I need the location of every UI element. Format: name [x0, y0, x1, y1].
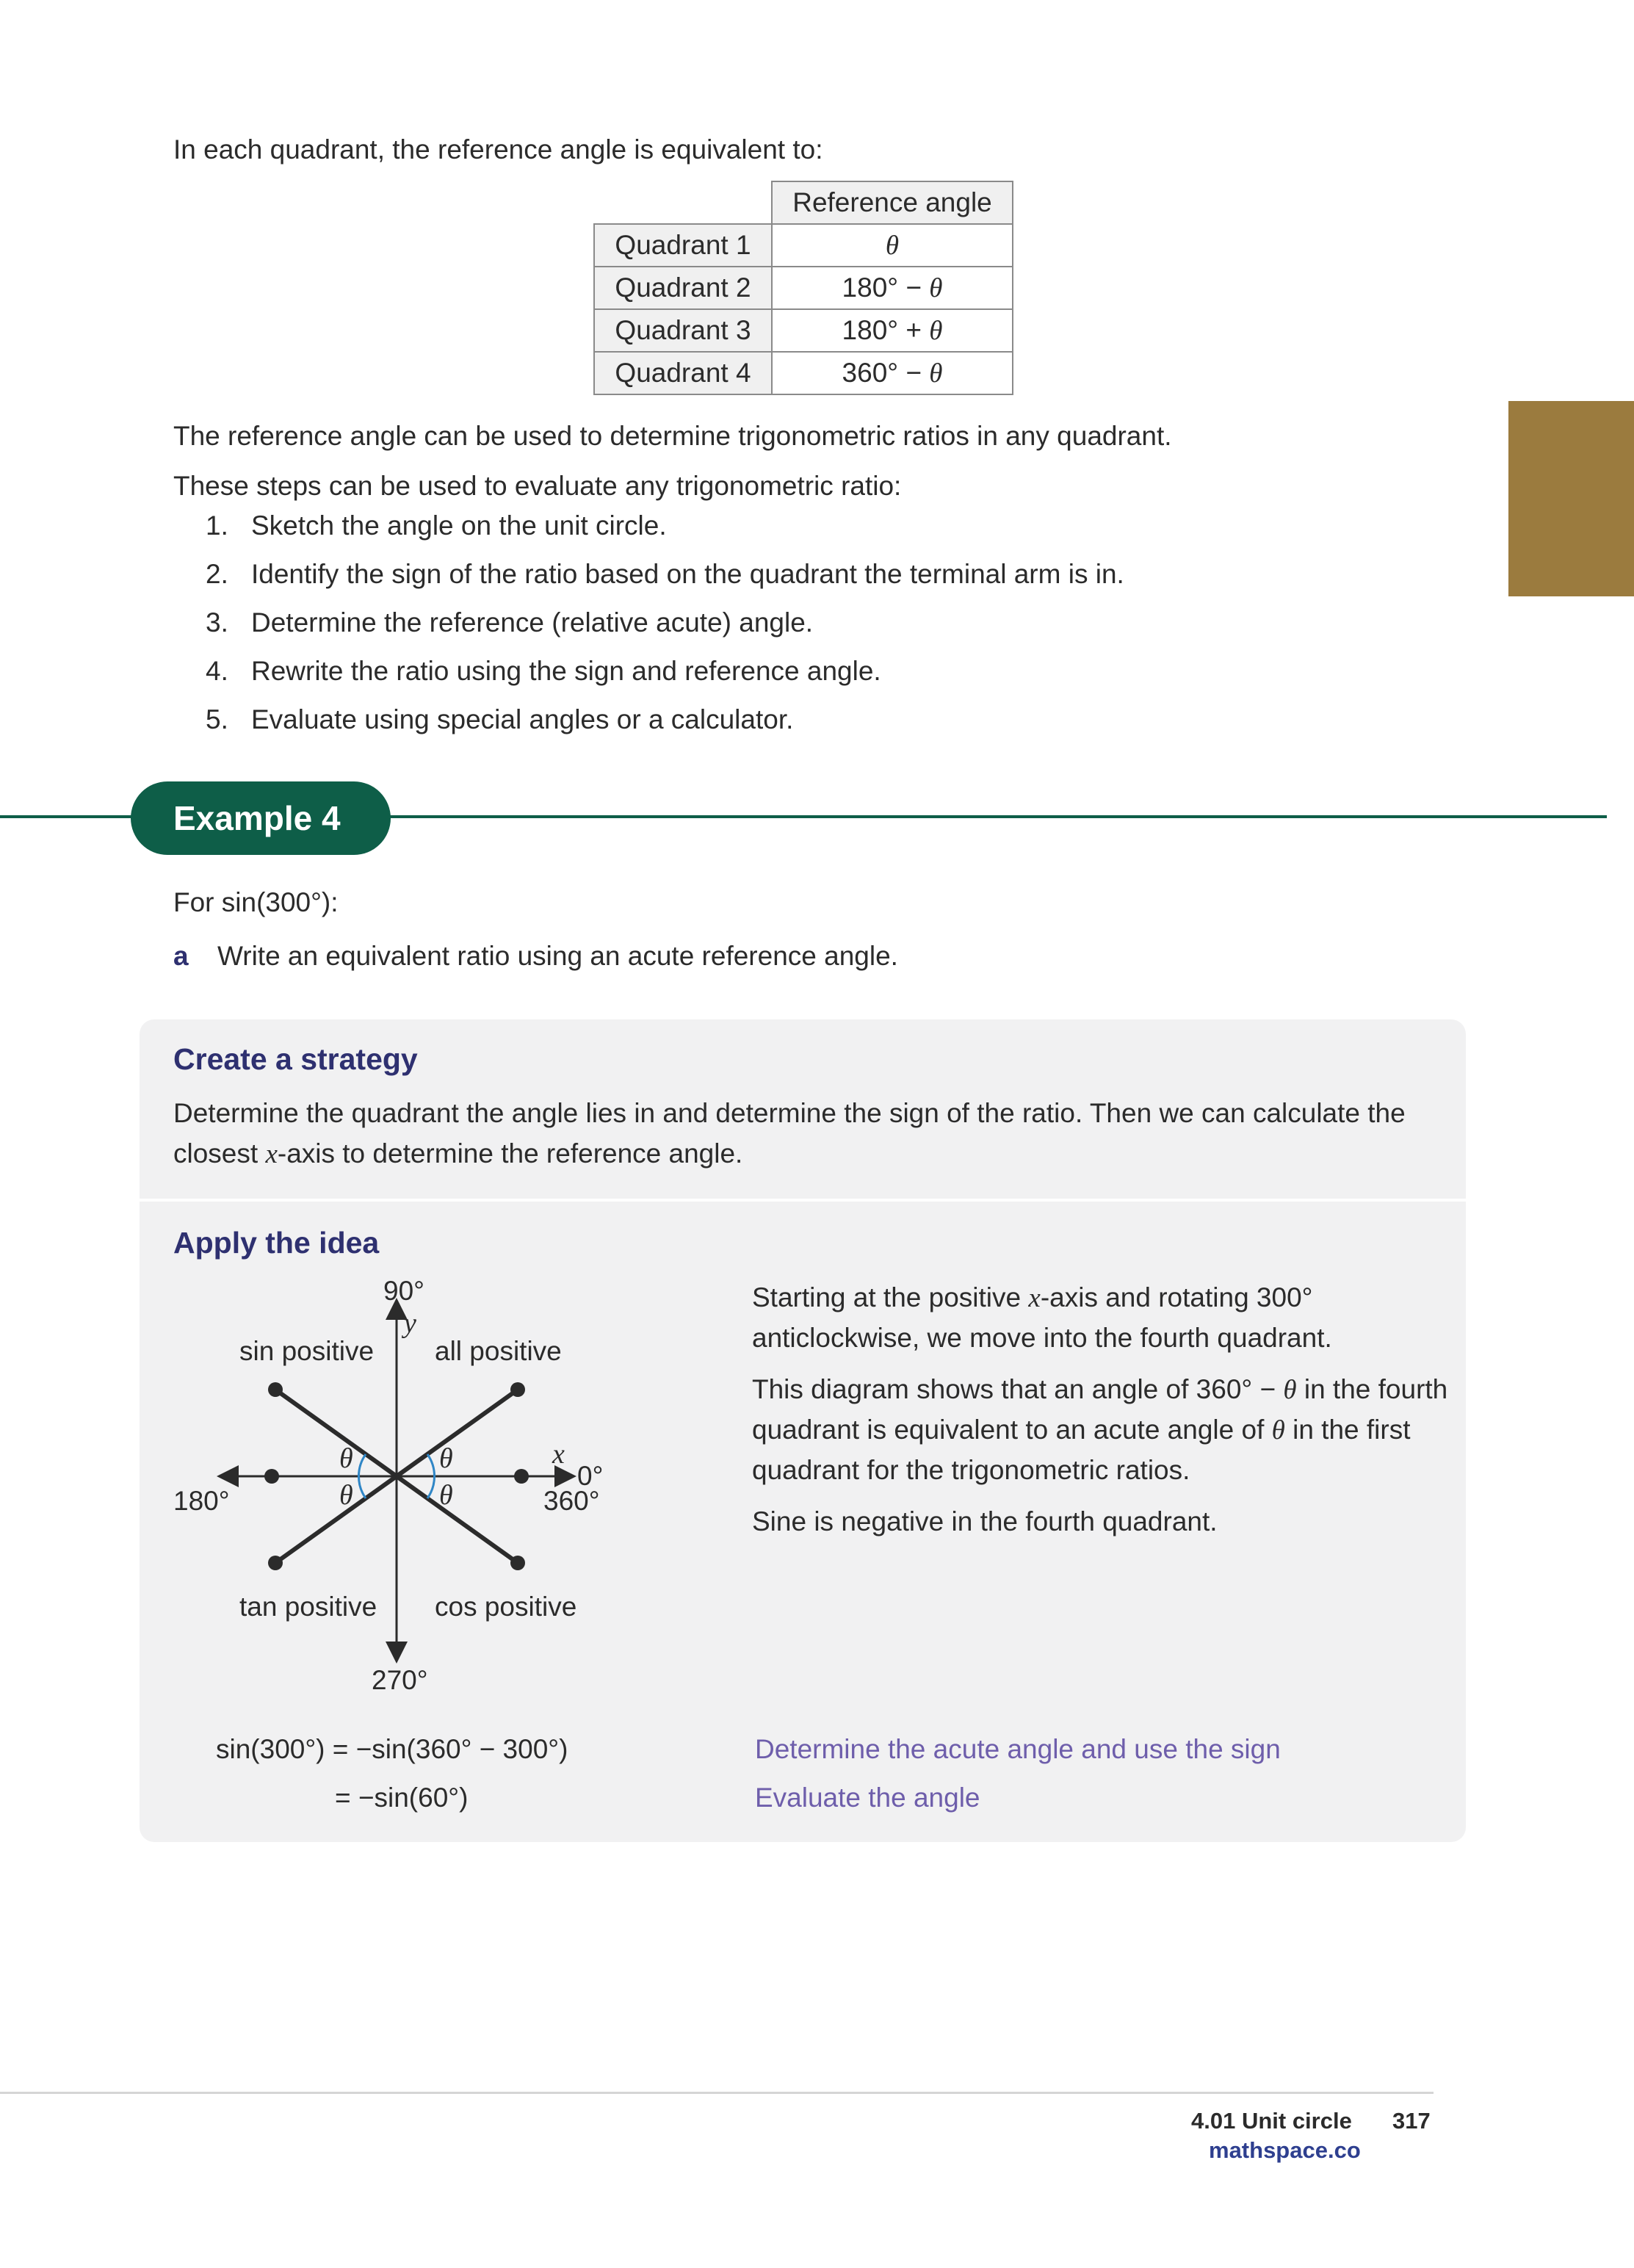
axis-dot	[514, 1469, 529, 1484]
label-y: y	[404, 1308, 416, 1339]
label-x: x	[552, 1439, 565, 1470]
theta-label: θ	[339, 1480, 353, 1511]
terminal-arm-q4	[397, 1476, 518, 1563]
table-cell: 180° − θ	[772, 267, 1013, 309]
label-90: 90°	[383, 1276, 424, 1306]
table-row-label: Quadrant 3	[594, 309, 772, 352]
label-270: 270°	[372, 1665, 428, 1695]
part-letter: a	[173, 941, 189, 971]
list-item: 1. Sketch the angle on the unit circle.	[206, 510, 667, 541]
working-note: Evaluate the angle	[755, 1783, 980, 1813]
table-row	[594, 224, 1013, 267]
part-text: Write an equivalent ratio using an acute reference angle.	[217, 941, 898, 971]
paragraph: These steps can be used to evaluate any trigonometric ratio:	[173, 471, 902, 501]
footer-divider	[0, 2092, 1434, 2094]
all-positive-label: all positive	[435, 1336, 562, 1366]
strategy-title: Create a strategy	[173, 1042, 418, 1076]
table-cell: θ	[772, 224, 1013, 267]
footer-section-title: 4.01 Unit circle	[1191, 2108, 1352, 2134]
quadrant-diagram	[147, 1271, 617, 1697]
steps-list	[206, 507, 1124, 749]
table-row-label: Quadrant 2	[594, 267, 772, 309]
intro-text: In each quadrant, the reference angle is equivalent to:	[173, 134, 823, 165]
list-item: 4. Rewrite the ratio using the sign and reference angle.	[206, 656, 881, 686]
theta-label: θ	[439, 1443, 453, 1474]
explanation-paragraph: This diagram shows that an angle of 360° − θ in the fourth quadrant is equivalent to an acute angle of θ in the first quadrant for the trigonometric ratios.	[752, 1374, 1448, 1485]
endpoint-dot	[510, 1382, 525, 1397]
table-corner	[594, 181, 772, 224]
table-row	[594, 267, 1013, 309]
sin-positive-label: sin positive	[239, 1336, 375, 1366]
table-row-label: Quadrant 4	[594, 352, 772, 394]
table-row	[594, 352, 1013, 394]
label-360: 360°	[543, 1486, 600, 1516]
list-item: 2. Identify the sign of the ratio based on the quadrant the terminal arm is in.	[206, 559, 1124, 589]
label-0: 0°	[577, 1461, 604, 1491]
working-line: sin(300°) = −sin(360° − 300°)	[216, 1734, 568, 1764]
tan-positive-label: tan positive	[239, 1592, 377, 1622]
list-item: 3. Determine the reference (relative acute) angle.	[206, 607, 814, 638]
table-column-header: Reference angle	[772, 181, 1013, 224]
question-part-a	[173, 937, 898, 975]
chapter-tab	[1508, 401, 1634, 596]
page-number: 317	[1392, 2108, 1431, 2134]
question-intro: For sin(300°):	[173, 887, 339, 917]
paragraph: The reference angle can be used to determine trigonometric ratios in any quadrant.	[173, 421, 1172, 451]
working-line: = −sin(60°)	[335, 1783, 469, 1813]
apply-title: Apply the idea	[173, 1226, 380, 1260]
axis-dot	[264, 1469, 279, 1484]
list-item: 5. Evaluate using special angles or a calculator.	[206, 704, 794, 734]
example-heading: Example 4	[131, 781, 391, 855]
explanation-paragraph: Starting at the positive x-axis and rotating 300° anticlockwise, we move into the fourth quadrant.	[752, 1282, 1332, 1353]
terminal-arm-q3	[275, 1476, 397, 1563]
working-note: Determine the acute angle and use the sign	[755, 1734, 1281, 1764]
terminal-arm-q2	[275, 1390, 397, 1476]
reference-angle-table	[593, 181, 1013, 395]
terminal-arm-q1	[397, 1390, 518, 1476]
table-cell: 360° − θ	[772, 352, 1013, 394]
explanation	[752, 1278, 1450, 1553]
label-180: 180°	[173, 1486, 230, 1516]
endpoint-dot	[510, 1556, 525, 1570]
theta-label: θ	[439, 1480, 453, 1511]
table-row-label: Quadrant 1	[594, 224, 772, 267]
table-row	[594, 309, 1013, 352]
endpoint-dot	[268, 1382, 283, 1397]
cos-positive-label: cos positive	[435, 1592, 577, 1622]
explanation-paragraph: Sine is negative in the fourth quadrant.	[752, 1506, 1218, 1536]
table-cell: 180° + θ	[772, 309, 1013, 352]
theta-label: θ	[339, 1443, 353, 1474]
strategy-text: Determine the quadrant the angle lies in and determine the sign of the ratio. Then we can calculate the closest x-axis to determine the reference angle.	[173, 1098, 1406, 1169]
footer-site-link[interactable]: mathspace.co	[1209, 2137, 1361, 2163]
endpoint-dot	[268, 1556, 283, 1570]
